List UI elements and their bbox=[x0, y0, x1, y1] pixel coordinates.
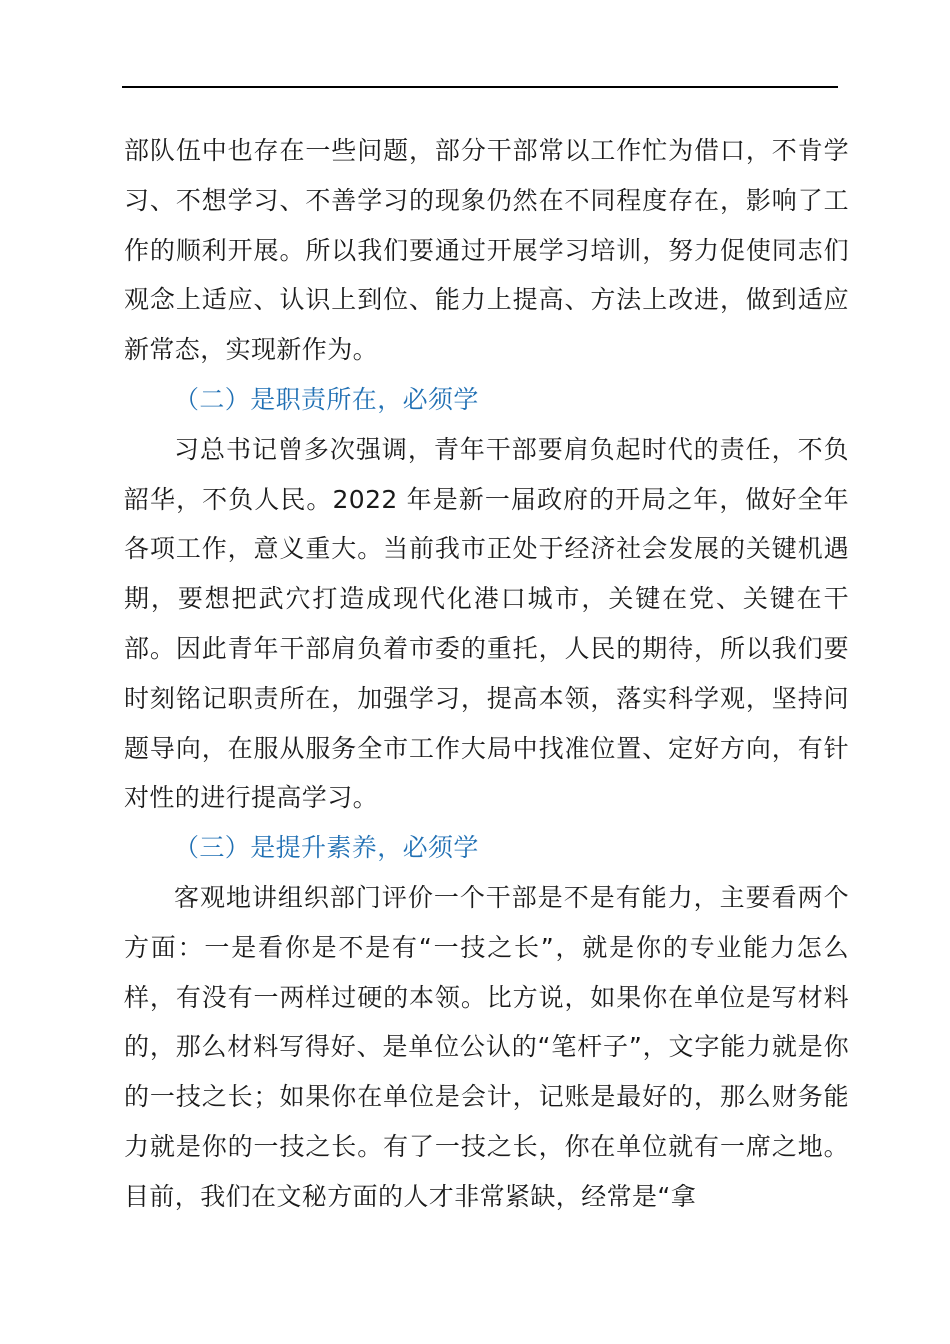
paragraph-continuation: 部队伍中也存在一些问题，部分干部常以工作忙为借口，不肯学习、不想学习、不善学习的现象仍然在不同程度存在，影响了工作的顺利开展。所以我们要通过开展学习培训，努力促使同志们观念上适应、认识上到位、能力上提高、方法上改进，做到适应新常态，实现新作为。 bbox=[124, 136, 849, 365]
document-body bbox=[124, 126, 849, 1222]
section-heading-3: （三）是提升素养，必须学 bbox=[174, 833, 479, 863]
section-heading-2: （二）是职责所在，必须学 bbox=[174, 384, 479, 414]
header-rule bbox=[122, 86, 838, 88]
paragraph-responsibility: 习总书记曾多次强调，青年干部要肩负起时代的责任，不负韶华，不负人民。2022 年是新一届政府的开局之年，做好全年各项工作，意义重大。当前我市正处于经济社会发展的关键机遇期，要想把武穴打造成现代化港口城市，关键在党、关键在干部。因此青年干部肩负着市委的重托，人民的期待，所以我们要时刻铭记职责所在，加强学习，提高本领，落实科学观，坚持问题导向，在服从服务全市工作大局中找准位置、定好方向，有针对性的进行提高学习。 bbox=[124, 434, 849, 813]
paragraph-competence: 客观地讲组织部门评价一个干部是不是有能力，主要看两个方面：一是看你是不是有“一技之长”，就是你的专业能力怎么样，有没有一两样过硬的本领。比方说，如果你在单位是写材料的，那么材料写得好、是单位公认的“笔杆子”，文字能力就是你的一技之长；如果你在单位是会计，记账是最好的，那么财务能力就是你的一技之长。有了一技之长，你在单位就有一席之地。目前，我们在文秘方面的人才非常紧缺，经常是“拿 bbox=[124, 882, 849, 1211]
